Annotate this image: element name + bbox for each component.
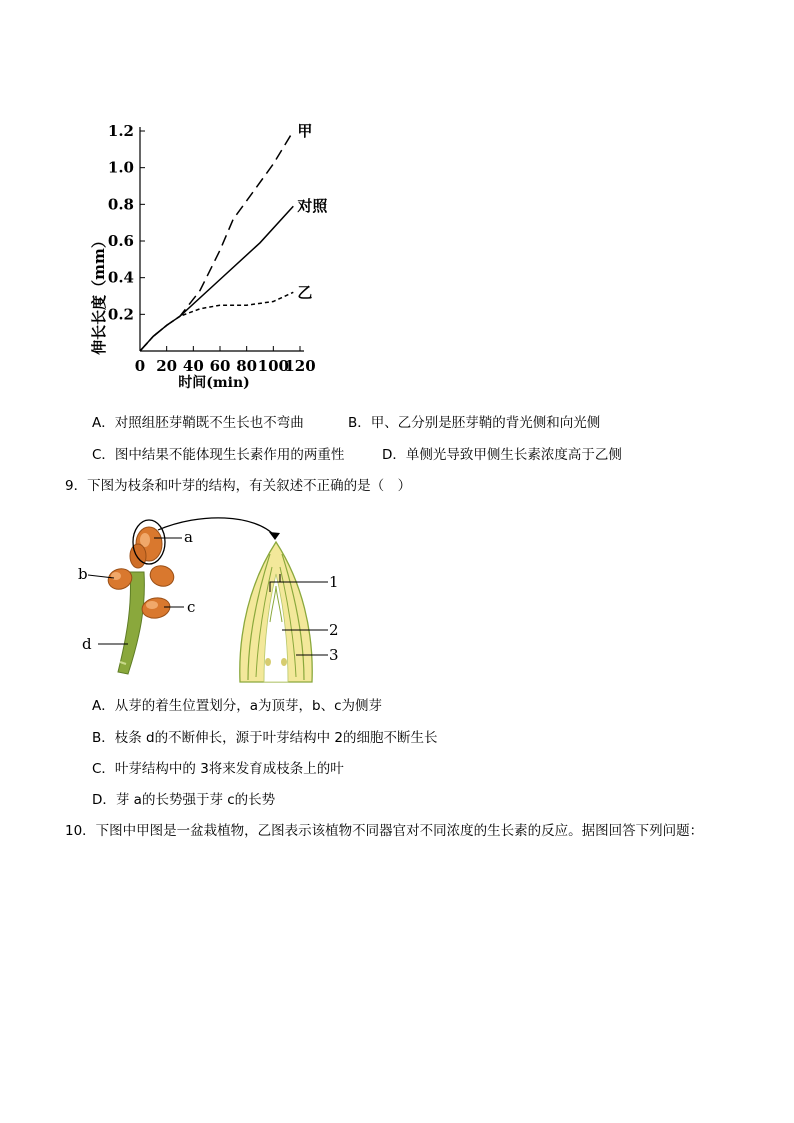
q9-option-a: A．从芽的着生位置划分，a为顶芽，b、c为侧芽 [92, 698, 382, 714]
y-tick-label: 0.6 [107, 232, 134, 250]
q8-option-c: C．图中结果不能体现生长素作用的两重性 [92, 447, 345, 463]
x-tick-label: 20 [156, 357, 178, 375]
y-tick-label: 1.0 [107, 158, 134, 177]
x-tick-label: 0 [134, 357, 146, 375]
label-b: b [78, 565, 88, 583]
q8-option-a: A．对照组胚芽鞘既不生长也不弯曲 [92, 415, 304, 431]
branch-figure [70, 512, 360, 692]
x-tick-label: 100 [257, 357, 289, 375]
y-tick-label: 0.8 [107, 195, 134, 214]
chart-series [140, 122, 328, 351]
y-tick-label: 0.4 [107, 268, 134, 287]
bud-right [147, 562, 176, 589]
y-tick-label: 0.2 [107, 305, 134, 324]
x-tick-label: 60 [209, 357, 231, 375]
q9-stem: 9．下图为枝条和叶芽的结构，有关叙述不正确的是（ ） [65, 478, 412, 494]
x-tick-label: 120 [284, 357, 316, 375]
arrow-curve [158, 518, 275, 536]
x-axis-label: 时间(min) [178, 375, 250, 391]
bud-top-left [130, 544, 146, 568]
q9-option-b: B．枝条 d的不断伸长，源于叶芽结构中 2的细胞不断生长 [92, 730, 438, 746]
q8-option-d: D．单侧光导致甲侧生长素浓度高于乙侧 [382, 447, 622, 463]
q9-option-c: C．叶芽结构中的 3将来发育成枝条上的叶 [92, 761, 344, 777]
arrow-head-icon [269, 532, 280, 540]
series-line-dotted [140, 292, 293, 351]
leaf-bud-section [240, 542, 312, 682]
label-c: c [187, 598, 196, 616]
label-d: d [82, 635, 92, 653]
y-axis-label: 伸长长度（mm） [90, 233, 108, 355]
y-tick-label: 1.2 [107, 122, 134, 140]
q10-stem: 10．下图中甲图是一盆栽植物，乙图表示该植物不同器官对不同浓度的生长素的反应。据图回答下列问题： [65, 823, 704, 839]
q8-option-b: B．甲、乙分别是胚芽鞘的背光侧和向光侧 [348, 415, 601, 431]
label-a: a [184, 528, 193, 546]
x-tick-label: 40 [182, 357, 204, 375]
x-tick-label: 80 [236, 357, 258, 375]
q9-option-d: D．芽 a的长势强于芽 c的长势 [92, 792, 276, 808]
series-label: 甲 [297, 122, 313, 140]
label-1: 1 [329, 573, 339, 591]
x-tick-labels [135, 357, 316, 375]
label-2: 2 [329, 621, 339, 639]
bud-c [140, 596, 171, 621]
growth-length-chart [80, 110, 360, 400]
series-label: 对照 [297, 197, 328, 216]
series-label: 乙 [297, 283, 313, 302]
label-3: 3 [329, 646, 339, 664]
chart-axes [140, 127, 304, 351]
series-line-dashed [140, 131, 293, 351]
y-tick-labels [108, 122, 134, 323]
